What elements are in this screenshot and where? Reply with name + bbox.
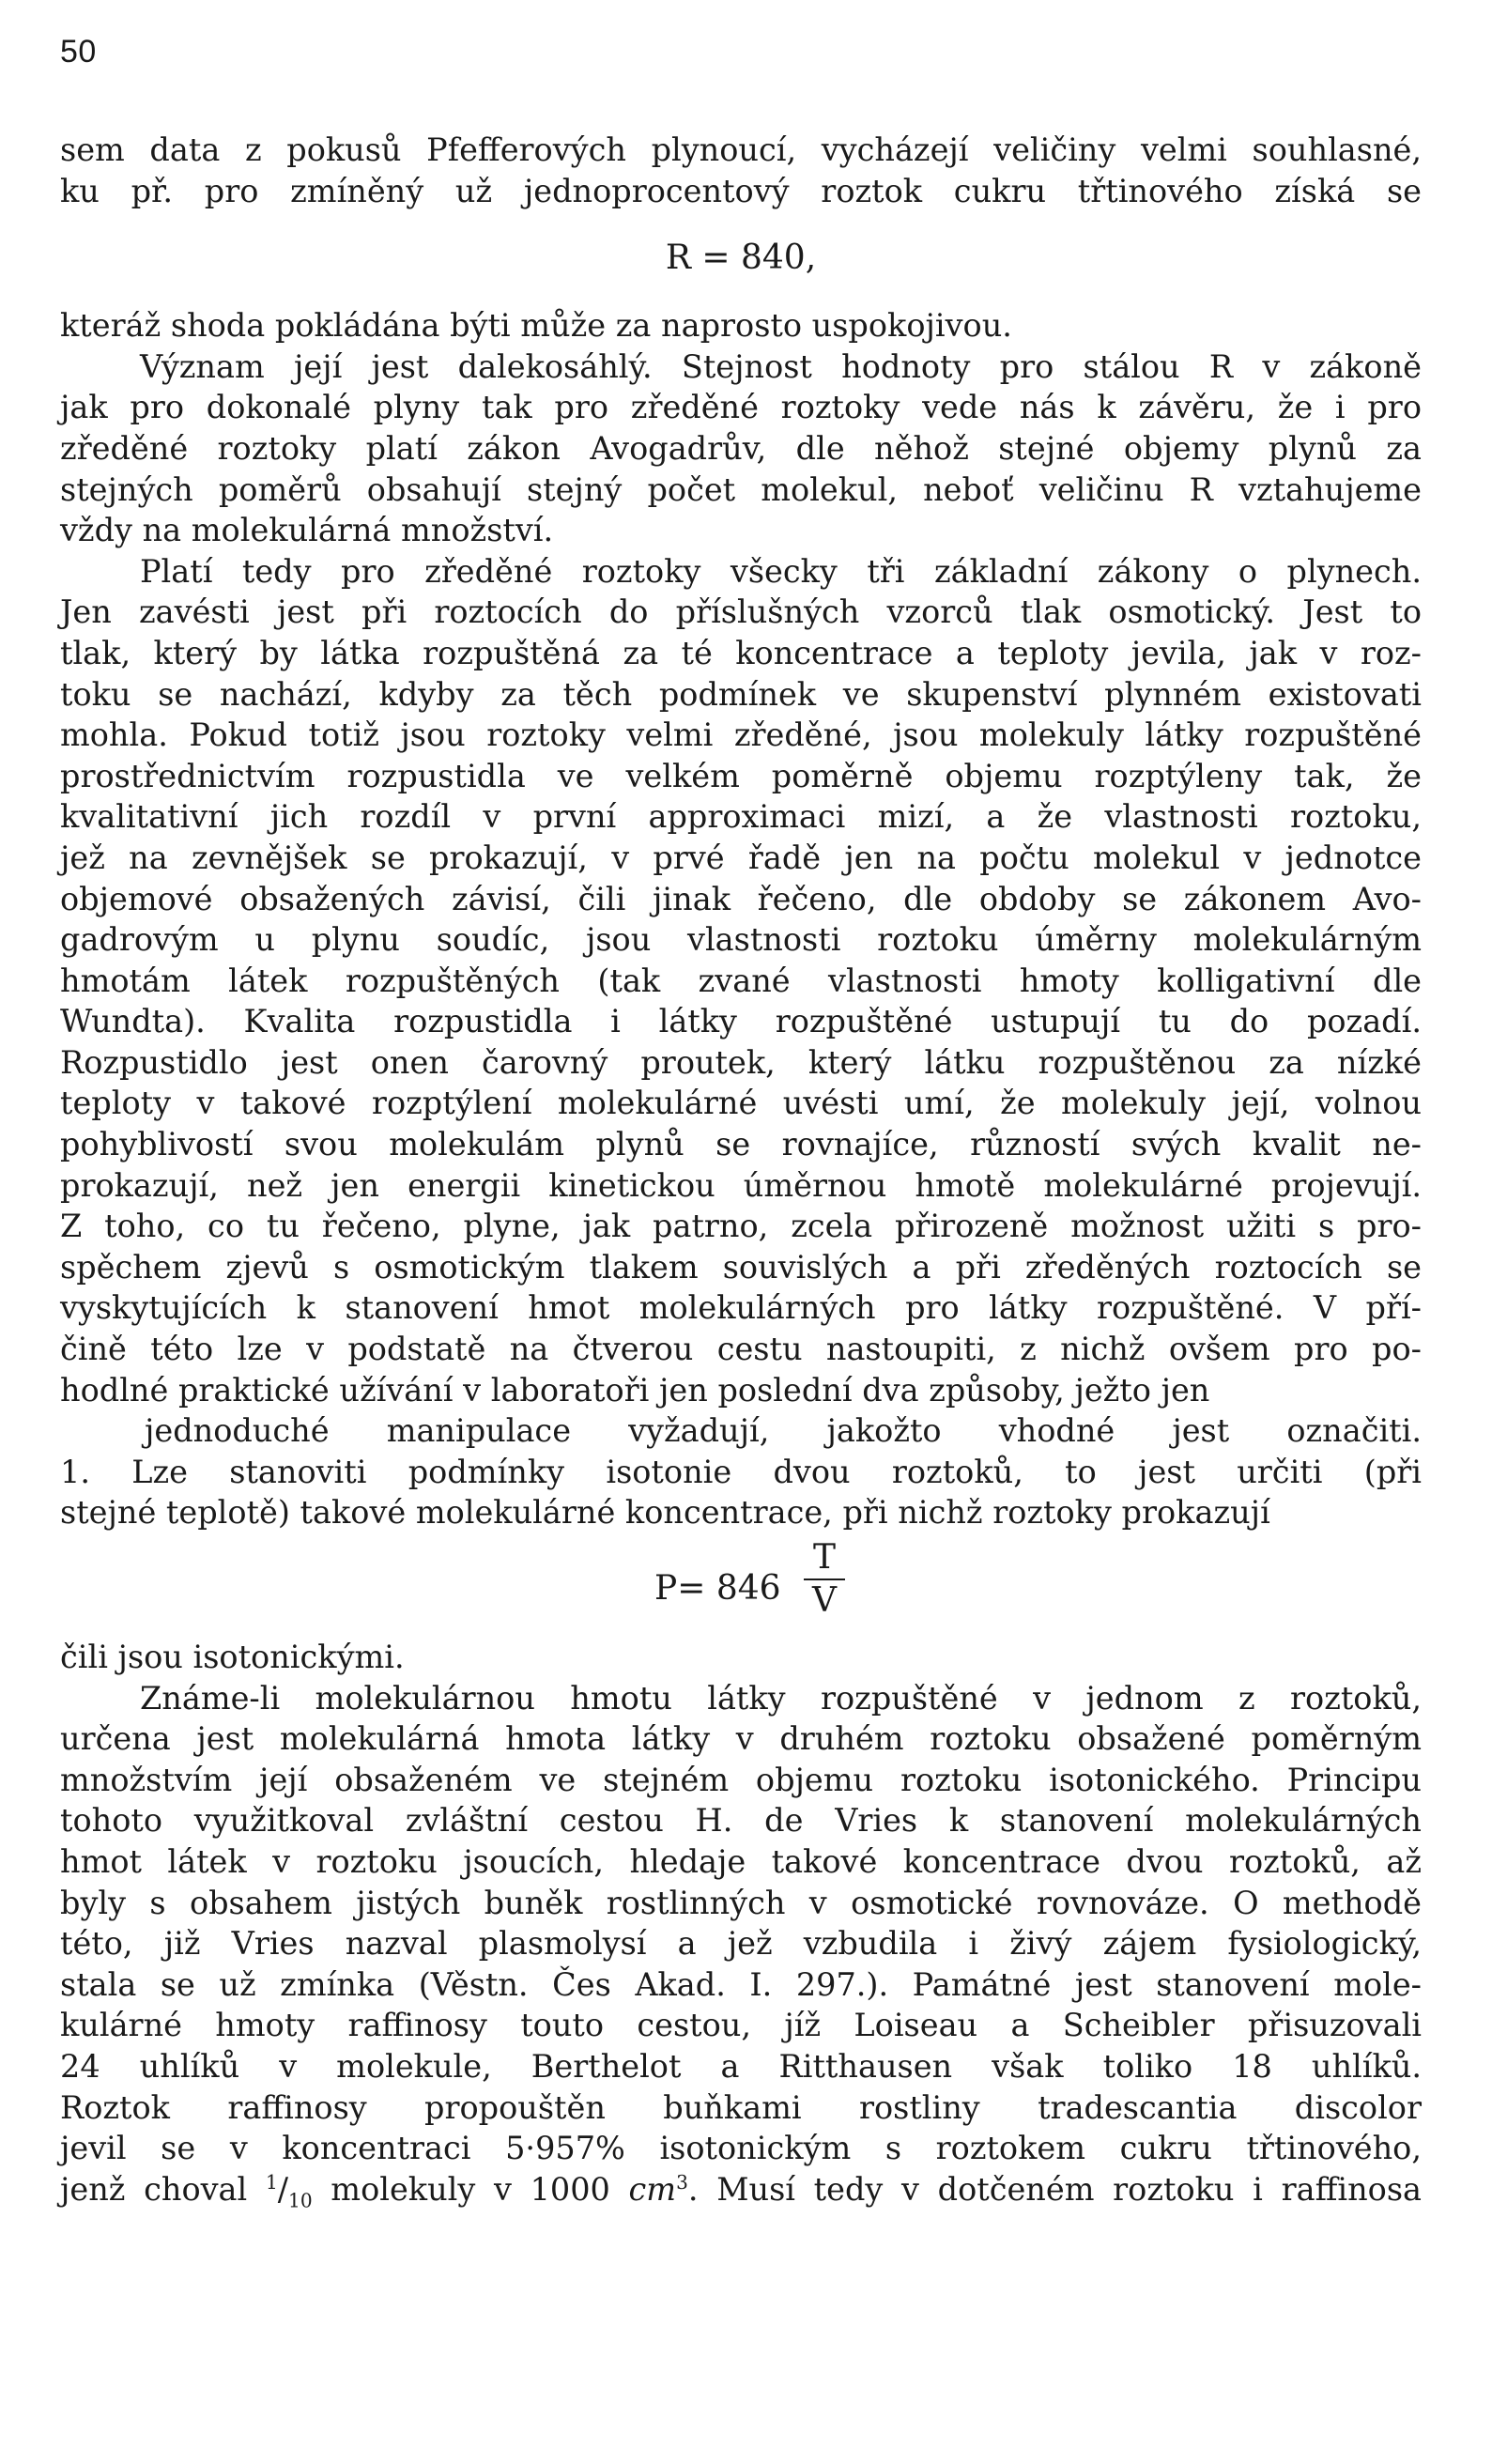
text-line: teploty v takové rozptýlení molekulárné uvésti umí, že molekuly její, volnou — [60, 1085, 1422, 1122]
text-line: Význam její jest dalekosáhlý. Stejnost hodnoty pro stálou R v zákoně — [140, 347, 1422, 385]
fraction-bar — [804, 1578, 845, 1580]
fraction-numerator: 1 — [265, 2170, 278, 2194]
text-line: 24 uhlíků v molekule, Berthelot a Ritthausen však toliko 18 uhlíků. — [60, 2047, 1422, 2085]
text-line: prostřednictvím rozpustidla ve velkém poměrně objemu rozptýleny tak, že — [60, 757, 1422, 794]
text-line-last: jenž choval $^1/_{10}$ molekuly v 1000 $cm^3$. Musí tedy v dotčeném roztoku i raffinosa — [60, 2170, 1422, 2212]
last-line-mid: molekuly v 1000 — [312, 2170, 629, 2208]
unit-exponent: 3 — [676, 2170, 688, 2194]
text-line: čině této lze v podstatě na čtverou cestu nastoupiti, z nichž ovšem pro po- — [60, 1331, 1422, 1368]
text-line: Platí tedy pro zředěné roztoky všecky tři základní zákony o plynech. — [140, 552, 1422, 590]
last-line-before: jenž choval — [60, 2170, 266, 2208]
text-line: kteráž shoda pokládána býti může za naprosto uspokojivou. — [60, 307, 1012, 345]
text-line: kulárné hmoty raffinosy touto cestou, jíž Loiseau a Scheibler přisuzovali — [60, 2007, 1422, 2044]
text-line: množstvím její obsaženém ve stejném objemu roztoku isotonického. Principu — [60, 1761, 1422, 1798]
page-number: 50 — [60, 34, 97, 69]
text-line: prokazují, než jen energii kinetickou úměrnou hmotě molekulárné projevují. — [60, 1166, 1422, 1204]
text-line: jevil se v koncentraci 5·957% isotonickým s roztokem cukru třtinového, — [60, 2130, 1422, 2167]
text-line: stala se už zmínka (Věstn. Čes Akad. I. 297.). Památné jest stanovení mole- — [60, 1965, 1422, 2003]
text-line: tlak, který by látka rozpuštěná za té koncentrace a teploty jevila, jak v roz- — [60, 634, 1422, 671]
text-line: zředěné roztoky platí zákon Avogadrův, dle něhož stejné objemy plynů za — [60, 429, 1422, 467]
text-line: gadrovým u plynu soudíc, jsou vlastnosti roztoku úměrny molekulárným — [60, 921, 1422, 959]
text-line: hmotám látek rozpuštěných (tak zvané vlastnosti hmoty kolligativní dle — [60, 962, 1422, 999]
text-line: vyskytujících k stanovení hmot molekulárných pro látky rozpuštěné. V pří- — [60, 1289, 1422, 1327]
text-line: tohoto využitkoval zvláštní cestou H. de Vries k stanovení molekulárných — [60, 1802, 1422, 1840]
text-line: pohyblivostí svou molekulám plynů se rovnajíce, růzností svých kvalit ne- — [60, 1126, 1422, 1163]
text-line: této, již Vries nazval plasmolysí a jež vzbudila i živý zájem fysiologický, — [60, 1925, 1422, 1963]
text-line: toku se nachází, kdyby za těch podmínek ve skupenství plynném existovati — [60, 675, 1422, 713]
text-line: určena jest molekulárná hmota látky v druhém roztoku obsažené poměrným — [60, 1720, 1422, 1758]
text-line: 1. Lze stanoviti podmínky isotonie dvou roztoků, to jest určiti (při — [60, 1453, 1422, 1490]
text-line: jak pro dokonalé plyny tak pro zředěné roztoky vede nás k závěru, že i pro — [60, 389, 1422, 426]
formula-r-840: R = 840, — [665, 239, 817, 278]
text-line: mohla. Pokud totiž jsou roztoky velmi zředěné, jsou molekuly látky rozpuštěné — [60, 716, 1422, 754]
formula-lhs: P= 846 — [654, 1569, 781, 1608]
text-line: vždy na molekulárná množství. — [60, 512, 554, 549]
unit: cm — [628, 2170, 677, 2208]
text-line: jednoduché manipulace vyžadují, jakožto vhodné jest označiti. — [145, 1412, 1422, 1450]
text-line: Jen zavésti jest při roztocích do příslušných vzorců tlak osmotický. Jest to — [60, 593, 1422, 631]
fraction-denominator: 10 — [288, 2189, 313, 2212]
fraction-denominator: V — [812, 1581, 837, 1620]
text-line: Z toho, co tu řečeno, plyne, jak patrno, zcela přirozeně možnost užiti s pro- — [60, 1208, 1422, 1245]
text-line: stejných poměrů obsahují stejný počet molekul, neboť veličinu R vztahujeme — [60, 470, 1422, 508]
text-line: čili jsou isotonickými. — [60, 1639, 405, 1675]
text-line: Známe-li molekulárnou hmotu látky rozpuštěné v jednom z roztoků, — [140, 1679, 1422, 1717]
last-line-after: . Musí tedy v dotčeném roztoku i raffinosa — [687, 2170, 1422, 2208]
formula-osmotic-pressure — [60, 1533, 1422, 1637]
fraction-numerator: T — [812, 1538, 836, 1577]
text-line: Roztok raffinosy propouštěn buňkami rostliny tradescantia discolor — [60, 2088, 1422, 2126]
text-line: byly s obsahem jistých buněk rostlinných v osmotické rovnováze. O methodě — [60, 1884, 1422, 1921]
text-line: jež na zevnějšek se prokazují, v prvé řadě jen na počtu molekul v jednotce — [60, 839, 1422, 876]
text-line: ku př. pro zmíněný už jednoprocentový roztok cukru třtinového získá se — [60, 172, 1422, 209]
text-line: Rozpustidlo jest onen čarovný proutek, který látku rozpuštěnou za nízké — [60, 1043, 1422, 1081]
text-line: hmot látek v roztoku jsoucích, hledaje takové koncentrace dvou roztoků, až — [60, 1842, 1422, 1880]
text-line: hodlné praktické užívání v laboratoři jen poslední dva způsoby, ježto jen — [60, 1371, 1210, 1409]
text-line: spěchem zjevů s osmotickým tlakem souvislých a při zředěných roztocích se — [60, 1248, 1422, 1286]
text-line: Wundta). Kvalita rozpustidla i látky rozpuštěné ustupují tu do pozadí. — [60, 1003, 1422, 1040]
formula-fraction — [804, 1539, 845, 1620]
text-line: kvalitativní jich rozdíl v první approximaci mizí, a že vlastnosti roztoku, — [60, 798, 1422, 836]
text-line: objemové obsažených závisí, čili jinak řečeno, dle obdoby se zákonem Avo- — [60, 880, 1422, 917]
text-line: stejné teplotě) takové molekulárné koncentrace, při nichž roztoky prokazují — [60, 1494, 1270, 1532]
text-line: sem data z pokusů Pfefferových plynoucí, vycházejí veličiny velmi souhlasné, — [60, 131, 1422, 168]
body-text — [60, 130, 1422, 2210]
